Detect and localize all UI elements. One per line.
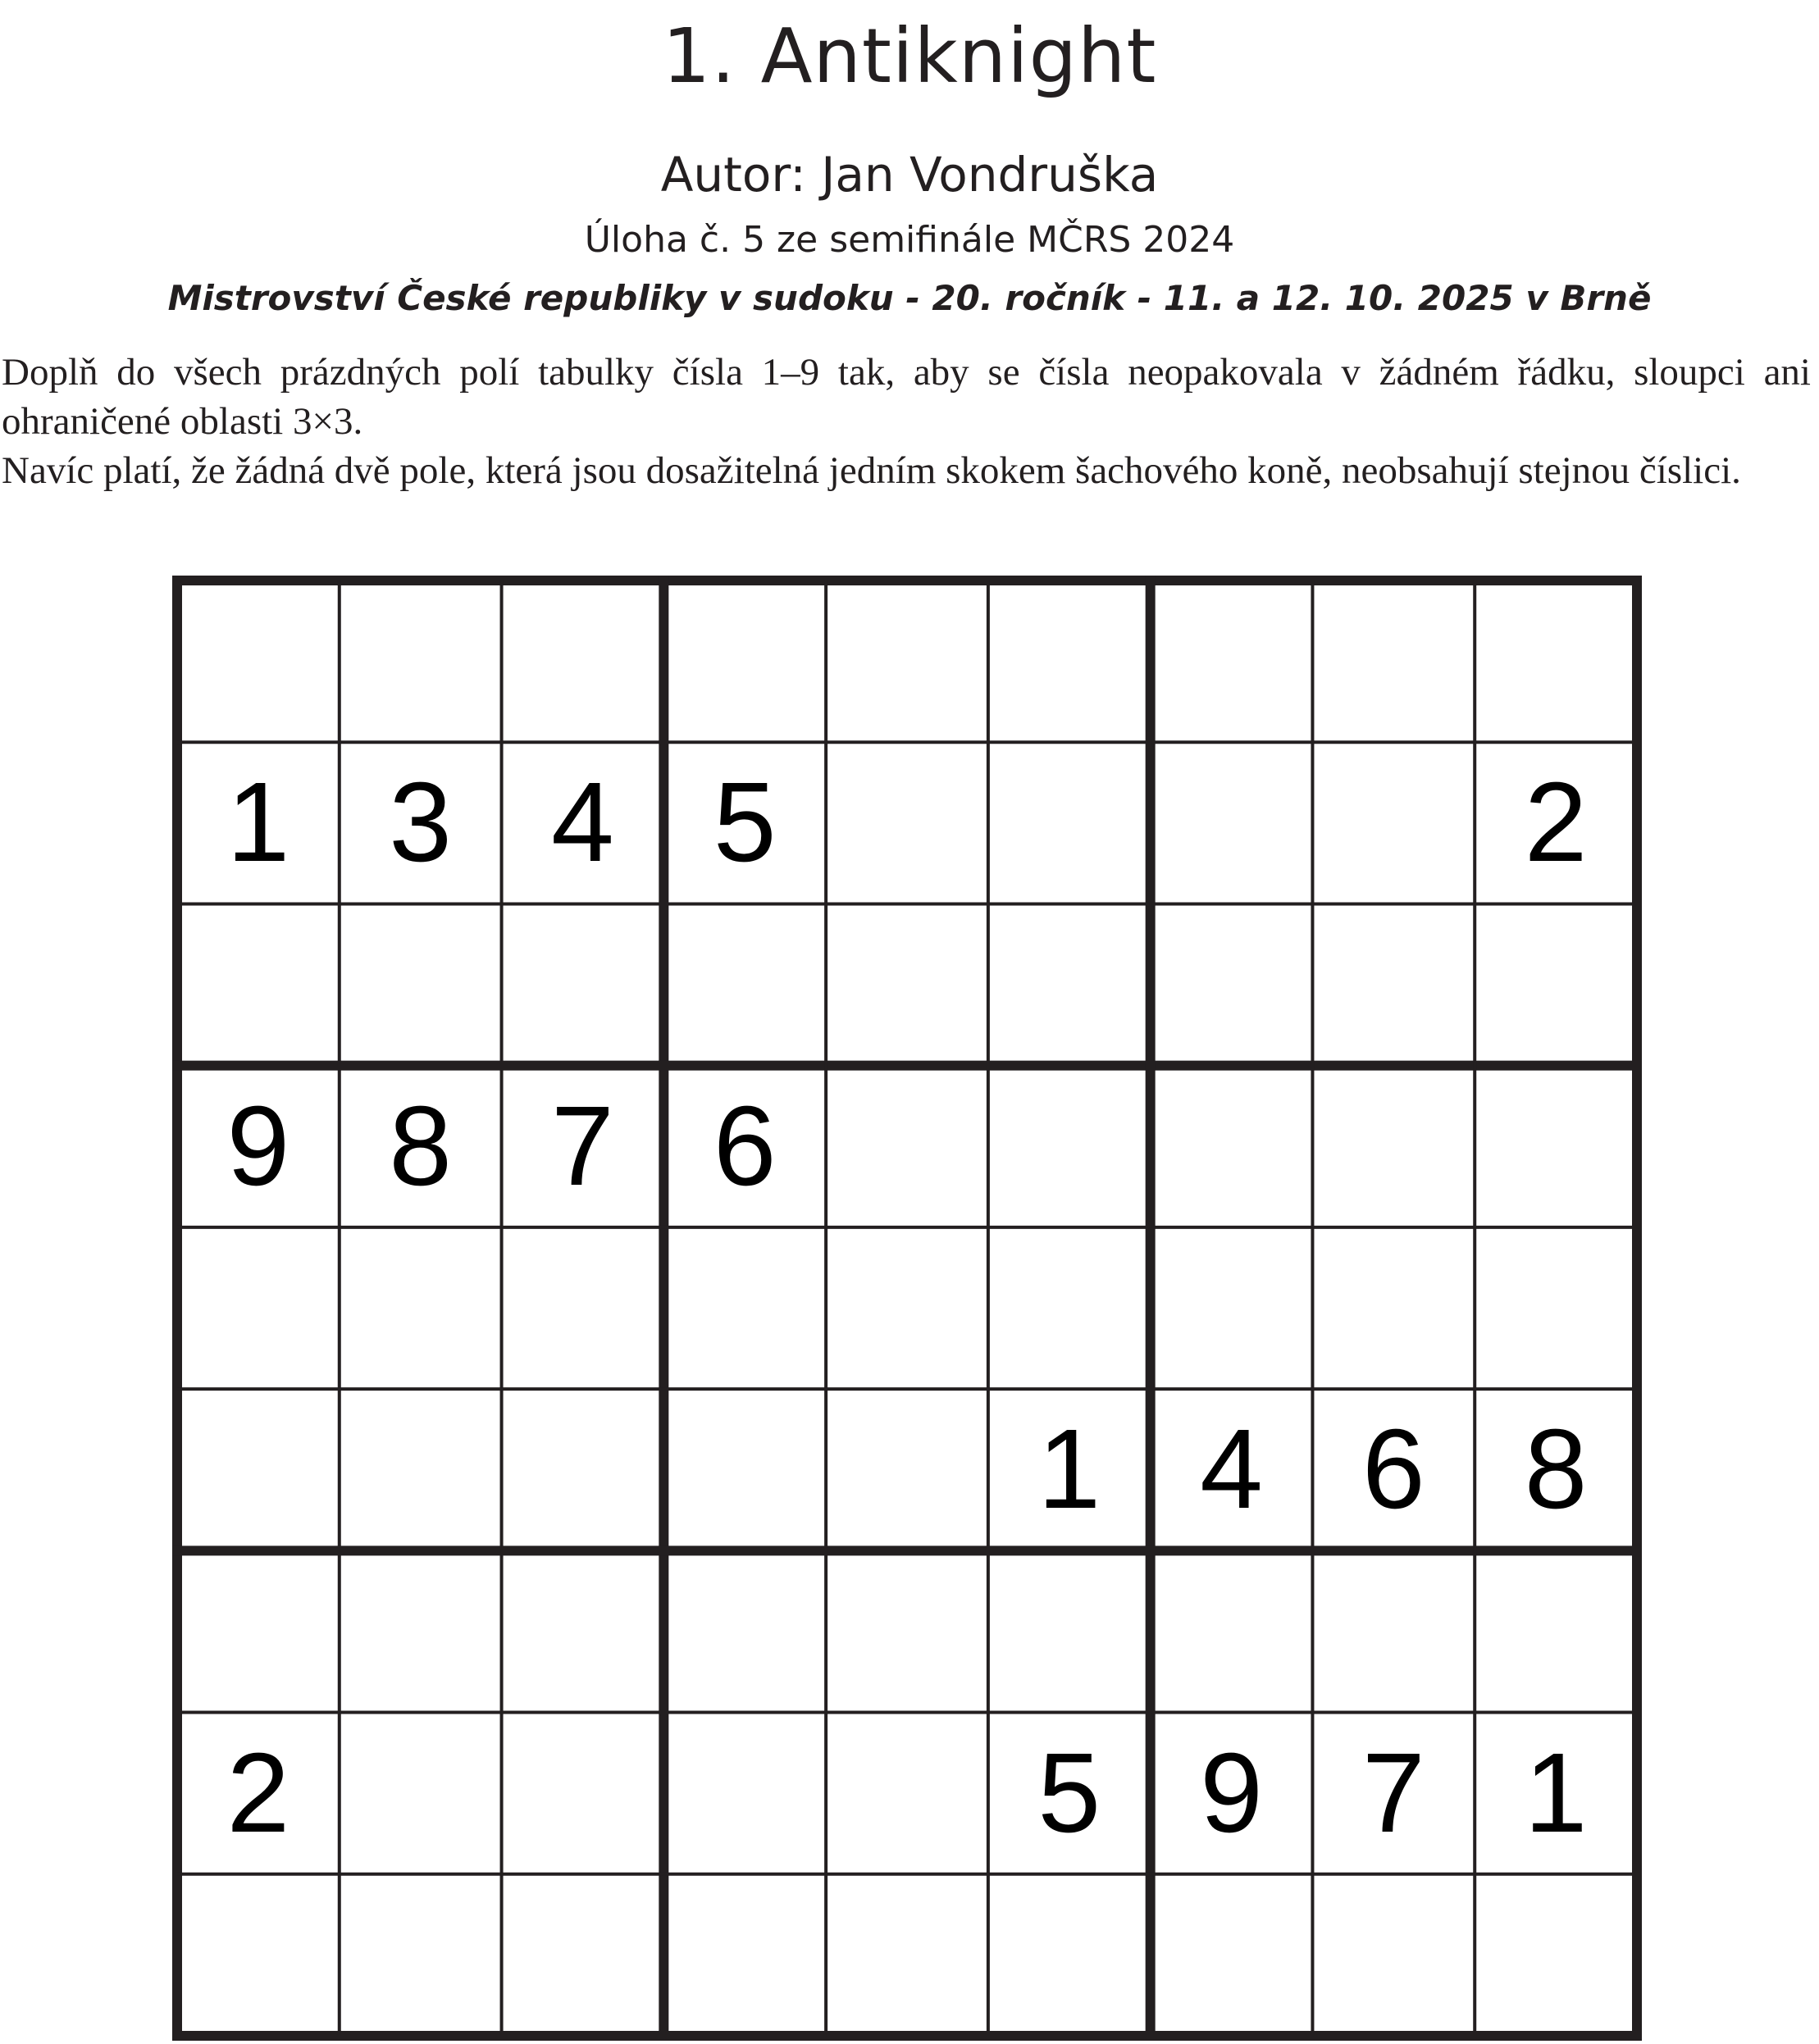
empty-cell[interactable] [1475,1874,1637,2036]
empty-cell[interactable] [826,742,988,904]
empty-cell[interactable] [340,1550,502,1712]
given-digit-cell[interactable]: 4 [1200,1406,1263,1533]
empty-cell[interactable] [826,1227,988,1389]
empty-cell[interactable] [826,1713,988,1874]
empty-cell[interactable] [988,580,1151,742]
empty-cell[interactable] [340,580,502,742]
empty-cell[interactable] [502,1713,664,1874]
rules-paragraph-2: Navíc platí, že žádná dvě pole, která jsou dosažitelná jedním skokem šachového koně, neobsahují stejnou číslici. [2,449,1741,492]
empty-cell[interactable] [1312,1066,1475,1227]
empty-cell[interactable] [340,1874,502,2036]
empty-cell[interactable] [502,1550,664,1712]
empty-cell[interactable] [502,904,664,1065]
empty-cell[interactable] [177,1227,340,1389]
puzzle-title: 1. Antiknight [662,12,1157,100]
empty-cell[interactable] [340,1389,502,1550]
event-name: Mistrovství České republiky v sudoku - 20. ročník - 11. a 12. 10. 2025 v Brně [167,278,1652,318]
empty-cell[interactable] [826,1550,988,1712]
empty-cell[interactable] [177,904,340,1065]
empty-cell[interactable] [1151,1874,1313,2036]
given-digit-cell[interactable]: 7 [551,1082,614,1209]
given-digit-cell[interactable]: 7 [1361,1729,1425,1856]
empty-cell[interactable] [1312,1550,1475,1712]
empty-cell[interactable] [340,904,502,1065]
empty-cell[interactable] [1475,1066,1637,1227]
given-digit-cell[interactable]: 1 [1037,1406,1101,1533]
empty-cell[interactable] [177,1389,340,1550]
given-digit-cell[interactable]: 1 [226,759,290,886]
given-digit-cell[interactable]: 6 [1361,1406,1425,1533]
given-digit-cell[interactable]: 8 [1524,1406,1588,1533]
given-digit-cell[interactable]: 9 [226,1082,290,1209]
empty-cell[interactable] [177,1550,340,1712]
empty-cell[interactable] [1312,1227,1475,1389]
rules-paragraph-1: Doplň do všech prázdných polí tabulky čísla 1–9 tak, aby se čísla neopakovala v žádném řádku, sloupci ani ohraničené oblasti 3×3. [2,351,1811,443]
empty-cell[interactable] [1475,904,1637,1065]
empty-cell[interactable] [826,1874,988,2036]
puzzle-author: Autor: Jan Vondruška [660,147,1159,203]
empty-cell[interactable] [1151,1227,1313,1389]
empty-cell[interactable] [502,1389,664,1550]
empty-cell[interactable] [1151,580,1313,742]
empty-cell[interactable] [502,580,664,742]
empty-cell[interactable] [502,1874,664,2036]
empty-cell[interactable] [1151,1550,1313,1712]
given-digit-cell[interactable]: 5 [713,759,777,886]
empty-cell[interactable] [988,904,1151,1065]
empty-cell[interactable] [988,1066,1151,1227]
given-digit-cell[interactable]: 9 [1200,1729,1263,1856]
empty-cell[interactable] [502,1227,664,1389]
empty-cell[interactable] [826,904,988,1065]
empty-cell[interactable] [1312,580,1475,742]
empty-cell[interactable] [663,1389,826,1550]
empty-cell[interactable] [1151,742,1313,904]
puzzle-source: Úloha č. 5 ze semifinále MČRS 2024 [584,219,1235,261]
empty-cell[interactable] [663,904,826,1065]
sudoku-board [169,572,1645,2044]
empty-cell[interactable] [663,1713,826,1874]
empty-cell[interactable] [1312,904,1475,1065]
given-digit-cell[interactable]: 2 [226,1729,290,1856]
empty-cell[interactable] [1151,1066,1313,1227]
empty-cell[interactable] [988,1874,1151,2036]
empty-cell[interactable] [1475,580,1637,742]
empty-cell[interactable] [826,1389,988,1550]
empty-cell[interactable] [663,1874,826,2036]
given-digit-cell[interactable]: 3 [389,759,453,886]
empty-cell[interactable] [663,1550,826,1712]
empty-cell[interactable] [1151,904,1313,1065]
empty-cell[interactable] [663,1227,826,1389]
empty-cell[interactable] [826,580,988,742]
empty-cell[interactable] [1312,1874,1475,2036]
given-digit-cell[interactable]: 6 [713,1082,777,1209]
given-digit-cell[interactable]: 1 [1524,1729,1588,1856]
empty-cell[interactable] [177,1874,340,2036]
empty-cell[interactable] [663,580,826,742]
rules-text [2,348,1811,495]
empty-cell[interactable] [988,1550,1151,1712]
empty-cell[interactable] [988,742,1151,904]
empty-cell[interactable] [1475,1550,1637,1712]
empty-cell[interactable] [988,1227,1151,1389]
given-digit-cell[interactable]: 2 [1524,759,1588,886]
given-digit-cell[interactable]: 8 [389,1082,453,1209]
empty-cell[interactable] [826,1066,988,1227]
empty-cell[interactable] [1312,742,1475,904]
given-digit-cell[interactable]: 4 [551,759,614,886]
empty-cell[interactable] [340,1713,502,1874]
empty-cell[interactable] [177,580,340,742]
empty-cell[interactable] [340,1227,502,1389]
empty-cell[interactable] [1475,1227,1637,1389]
given-digit-cell[interactable]: 5 [1037,1729,1101,1856]
